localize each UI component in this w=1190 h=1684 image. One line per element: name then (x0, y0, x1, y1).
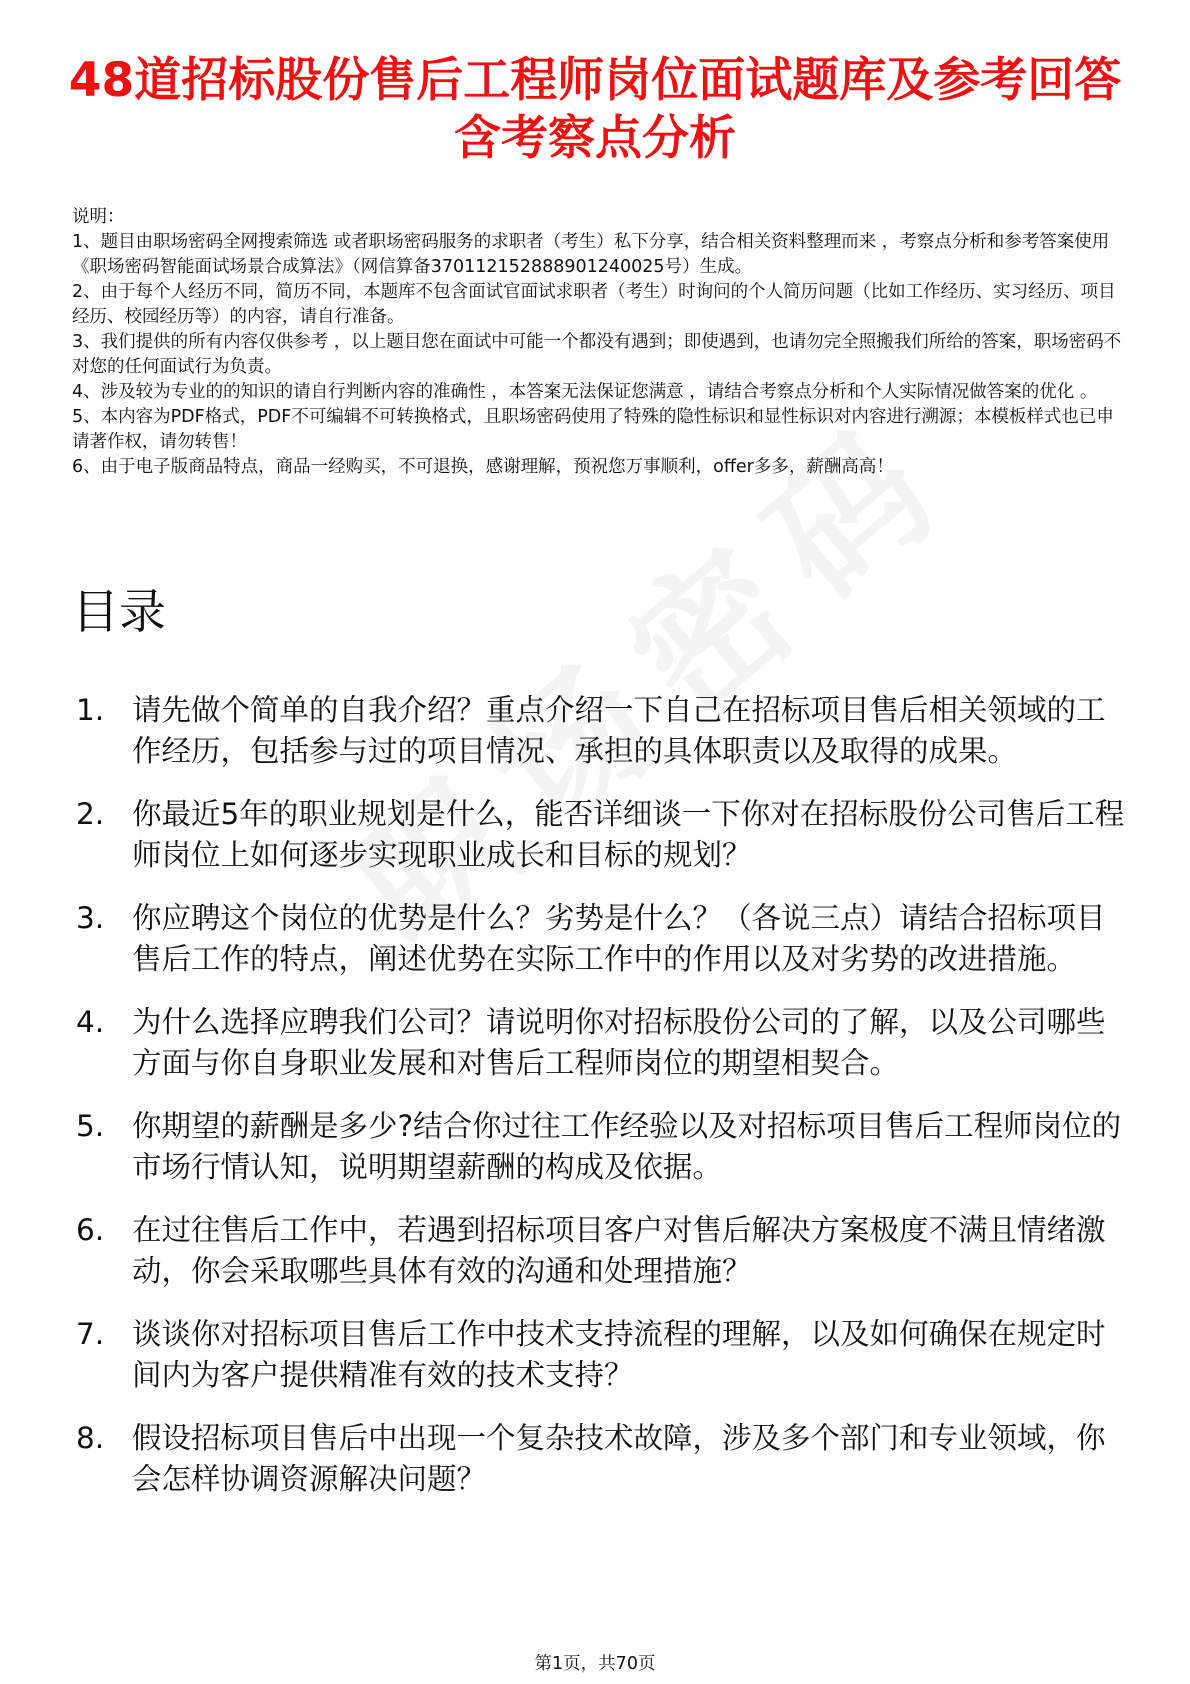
toc-item-number: 2. (76, 797, 105, 831)
toc-item[interactable] (72, 794, 1132, 876)
toc-item-text: 谈谈你对招标项目售后工作中技术支持流程的理解，以及如何确保在规定时间内为客户提供精准有效的技术支持？ (132, 1317, 1106, 1392)
toc-list (72, 690, 1132, 1522)
toc-item-text: 你最近5年的职业规划是什么，能否详细谈一下你对在招标股份公司售后工程师岗位上如何逐步实现职业成长和目标的规划？ (132, 797, 1125, 872)
note-item: 1、题目由职场密码全网搜索筛选 或者职场密码服务的求职者（考生）私下分享，结合相关资料整理而来 ，考察点分析和参考答案使用《职场密码智能面试场景合成算法》（网信算备370112152888901240025号）生成。 (72, 232, 1110, 277)
note-item: 3、我们提供的所有内容仅供参考 ，以上题目您在面试中可能一个都没有遇到；即使遇到，也请勿完全照搬我们所给的答案，职场密码不对您的任何面试行为负责。 (72, 332, 1122, 377)
toc-item-number: 8. (76, 1421, 105, 1455)
toc-item-number: 1. (76, 693, 105, 727)
note-item: 2、由于每个人经历不同，简历不同，本题库不包含面试官面试求职者（考生）时询问的个人简历问题（比如工作经历、实习经历、项目经历、校园经历等）的内容，请自行准备。 (72, 282, 1116, 327)
toc-item[interactable] (72, 1210, 1132, 1292)
toc-item-text: 请先做个简单的自我介绍？重点介绍一下自己在招标项目售后相关领域的工作经历，包括参与过的项目情况、承担的具体职责以及取得的成果。 (132, 693, 1106, 768)
toc-item-number: 4. (76, 1005, 105, 1039)
toc-item-number: 5. (76, 1109, 105, 1143)
note-item: 6、由于电子版商品特点，商品一经购买，不可退换，感谢理解，预祝您万事顺利，offer多多，薪酬高高！ (72, 457, 894, 477)
note-item: 5、本内容为PDF格式，PDF不可编辑不可转换格式，且职场密码使用了特殊的隐性标识和显性标识对内容进行溯源；本模板样式也已申请著作权，请勿转售！ (72, 407, 1114, 452)
page-footer: 第1页，共70页 (534, 1654, 656, 1674)
toc-item[interactable] (72, 1314, 1132, 1396)
toc-item-text: 你应聘这个岗位的优势是什么？劣势是什么？（各说三点）请结合招标项目售后工作的特点，阐述优势在实际工作中的作用以及对劣势的改进措施。 (132, 901, 1106, 976)
notes-section (72, 205, 1122, 480)
toc-item[interactable] (72, 898, 1132, 980)
toc-item-text: 为什么选择应聘我们公司？请说明你对招标股份公司的了解，以及公司哪些方面与你自身职业发展和对售后工程师岗位的期望相契合。 (132, 1005, 1106, 1080)
toc-item-text: 你期望的薪酬是多少?结合你过往工作经验以及对招标项目售后工程师岗位的市场行情认知，说明期望薪酬的构成及依据。 (132, 1109, 1122, 1184)
toc-item-number: 7. (76, 1317, 105, 1351)
toc-item-number: 6. (76, 1213, 105, 1247)
toc-item[interactable] (72, 1418, 1132, 1500)
document-title: 48道招标股份售后工程师岗位面试题库及参考回答含考察点分析 (68, 53, 1122, 166)
toc-heading: 目录 (72, 585, 166, 640)
toc-item[interactable] (72, 1106, 1132, 1188)
notes-heading: 说明： (72, 207, 125, 227)
toc-item-number: 3. (76, 901, 105, 935)
toc-item-text: 假设招标项目售后中出现一个复杂技术故障，涉及多个部门和专业领域，你会怎样协调资源解决问题？ (132, 1421, 1106, 1496)
toc-item[interactable] (72, 1002, 1132, 1084)
toc-item-text: 在过往售后工作中，若遇到招标项目客户对售后解决方案极度不满且情绪激动，你会采取哪些具体有效的沟通和处理措施？ (132, 1213, 1106, 1288)
toc-item[interactable] (72, 690, 1132, 772)
note-item: 4、涉及较为专业的的知识的请自行判断内容的准确性 ，本答案无法保证您满意 ，请结合考察点分析和个人实际情况做答案的优化 。 (72, 382, 1098, 402)
